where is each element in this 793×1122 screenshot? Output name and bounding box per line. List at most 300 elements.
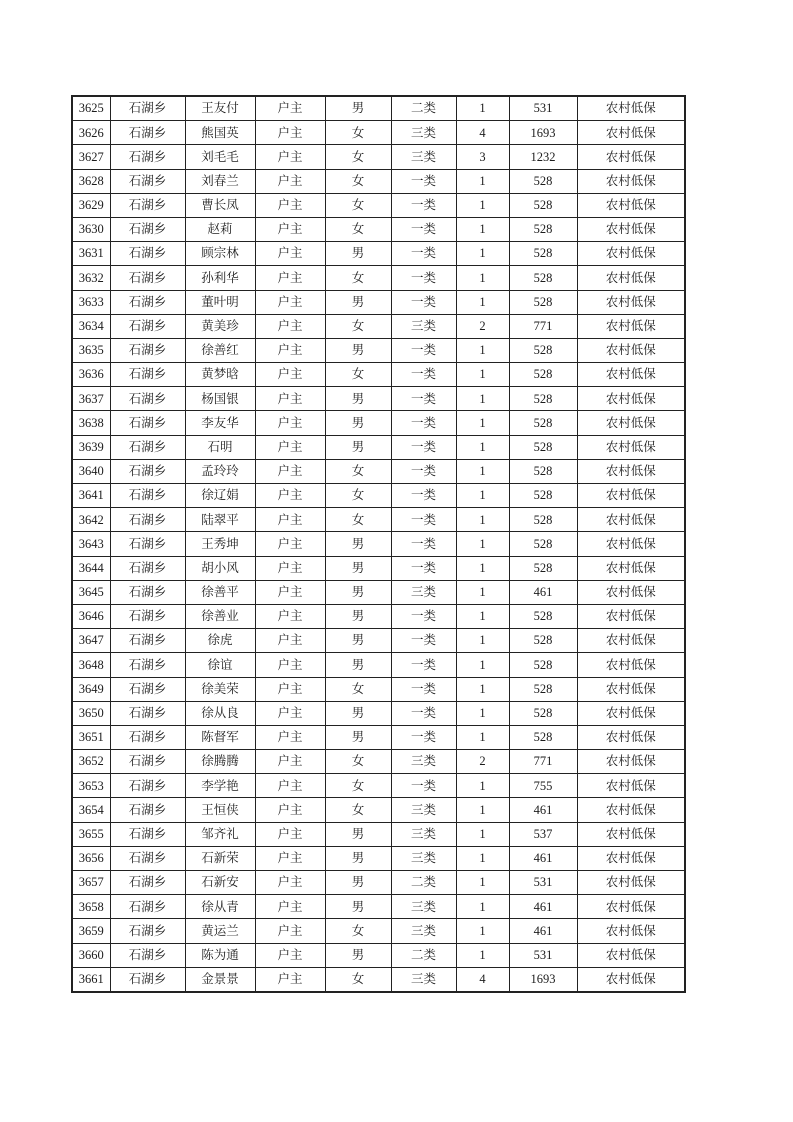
- cell-id: 3645: [72, 580, 110, 604]
- table-row: [72, 290, 685, 314]
- cell-persons: 1: [456, 871, 509, 895]
- cell-relation: 户主: [255, 629, 325, 653]
- table-row: [72, 580, 685, 604]
- cell-persons: 1: [456, 943, 509, 967]
- cell-benefit: 农村低保: [577, 822, 685, 846]
- cell-amount: 528: [509, 459, 577, 483]
- cell-amount: 528: [509, 725, 577, 749]
- cell-township: 石湖乡: [110, 145, 185, 169]
- cell-benefit: 农村低保: [577, 798, 685, 822]
- cell-category: 一类: [391, 242, 456, 266]
- cell-name: 熊国英: [185, 121, 255, 145]
- cell-gender: 男: [325, 629, 391, 653]
- cell-category: 三类: [391, 895, 456, 919]
- cell-persons: 1: [456, 629, 509, 653]
- cell-gender: 女: [325, 677, 391, 701]
- cell-persons: 4: [456, 121, 509, 145]
- table-row: [72, 96, 685, 121]
- cell-amount: 528: [509, 532, 577, 556]
- cell-id: 3642: [72, 508, 110, 532]
- table-row: [72, 943, 685, 967]
- cell-category: 三类: [391, 121, 456, 145]
- cell-id: 3661: [72, 967, 110, 992]
- cell-township: 石湖乡: [110, 411, 185, 435]
- cell-relation: 户主: [255, 363, 325, 387]
- cell-name: 徐善红: [185, 338, 255, 362]
- cell-township: 石湖乡: [110, 217, 185, 241]
- cell-benefit: 农村低保: [577, 701, 685, 725]
- cell-name: 刘春兰: [185, 169, 255, 193]
- cell-relation: 户主: [255, 653, 325, 677]
- table-row: [72, 750, 685, 774]
- table-row: [72, 871, 685, 895]
- cell-id: 3639: [72, 435, 110, 459]
- cell-township: 石湖乡: [110, 725, 185, 749]
- cell-benefit: 农村低保: [577, 653, 685, 677]
- cell-benefit: 农村低保: [577, 532, 685, 556]
- cell-name: 徐谊: [185, 653, 255, 677]
- cell-name: 孙利华: [185, 266, 255, 290]
- cell-name: 赵莉: [185, 217, 255, 241]
- cell-amount: 528: [509, 701, 577, 725]
- cell-amount: 771: [509, 314, 577, 338]
- cell-amount: 528: [509, 411, 577, 435]
- cell-benefit: 农村低保: [577, 580, 685, 604]
- cell-name: 徐善业: [185, 604, 255, 628]
- cell-township: 石湖乡: [110, 604, 185, 628]
- cell-township: 石湖乡: [110, 653, 185, 677]
- cell-persons: 1: [456, 774, 509, 798]
- cell-township: 石湖乡: [110, 169, 185, 193]
- cell-id: 3634: [72, 314, 110, 338]
- cell-name: 顾宗林: [185, 242, 255, 266]
- cell-id: 3658: [72, 895, 110, 919]
- cell-relation: 户主: [255, 943, 325, 967]
- cell-gender: 男: [325, 290, 391, 314]
- cell-relation: 户主: [255, 798, 325, 822]
- table-row: [72, 411, 685, 435]
- cell-amount: 528: [509, 169, 577, 193]
- cell-gender: 男: [325, 604, 391, 628]
- cell-township: 石湖乡: [110, 459, 185, 483]
- cell-category: 一类: [391, 774, 456, 798]
- cell-persons: 1: [456, 217, 509, 241]
- cell-township: 石湖乡: [110, 798, 185, 822]
- cell-relation: 户主: [255, 846, 325, 870]
- cell-township: 石湖乡: [110, 387, 185, 411]
- table-row: [72, 895, 685, 919]
- cell-township: 石湖乡: [110, 822, 185, 846]
- table-row: [72, 774, 685, 798]
- cell-relation: 户主: [255, 725, 325, 749]
- cell-amount: 528: [509, 653, 577, 677]
- cell-amount: 771: [509, 750, 577, 774]
- cell-township: 石湖乡: [110, 629, 185, 653]
- cell-amount: 528: [509, 629, 577, 653]
- cell-township: 石湖乡: [110, 121, 185, 145]
- cell-amount: 528: [509, 435, 577, 459]
- cell-name: 石新安: [185, 871, 255, 895]
- cell-township: 石湖乡: [110, 363, 185, 387]
- cell-benefit: 农村低保: [577, 895, 685, 919]
- cell-gender: 女: [325, 314, 391, 338]
- cell-relation: 户主: [255, 338, 325, 362]
- cell-township: 石湖乡: [110, 96, 185, 121]
- cell-id: 3627: [72, 145, 110, 169]
- cell-gender: 女: [325, 919, 391, 943]
- cell-relation: 户主: [255, 435, 325, 459]
- cell-id: 3629: [72, 193, 110, 217]
- cell-name: 徐美荣: [185, 677, 255, 701]
- cell-name: 徐腾腾: [185, 750, 255, 774]
- cell-category: 一类: [391, 604, 456, 628]
- cell-persons: 1: [456, 895, 509, 919]
- cell-amount: 1232: [509, 145, 577, 169]
- cell-gender: 女: [325, 363, 391, 387]
- cell-relation: 户主: [255, 604, 325, 628]
- cell-benefit: 农村低保: [577, 435, 685, 459]
- cell-relation: 户主: [255, 677, 325, 701]
- cell-id: 3650: [72, 701, 110, 725]
- cell-id: 3633: [72, 290, 110, 314]
- cell-benefit: 农村低保: [577, 338, 685, 362]
- table-row: [72, 967, 685, 992]
- cell-benefit: 农村低保: [577, 943, 685, 967]
- cell-township: 石湖乡: [110, 895, 185, 919]
- table-row: [72, 169, 685, 193]
- cell-amount: 528: [509, 556, 577, 580]
- cell-persons: 1: [456, 919, 509, 943]
- table-row: [72, 266, 685, 290]
- cell-amount: 528: [509, 604, 577, 628]
- cell-category: 一类: [391, 556, 456, 580]
- cell-id: 3653: [72, 774, 110, 798]
- cell-id: 3644: [72, 556, 110, 580]
- cell-category: 一类: [391, 532, 456, 556]
- cell-name: 徐从良: [185, 701, 255, 725]
- table-row: [72, 508, 685, 532]
- table-row: [72, 242, 685, 266]
- cell-gender: 女: [325, 750, 391, 774]
- cell-gender: 男: [325, 701, 391, 725]
- cell-id: 3652: [72, 750, 110, 774]
- cell-persons: 2: [456, 314, 509, 338]
- cell-relation: 户主: [255, 871, 325, 895]
- table-row: [72, 121, 685, 145]
- cell-relation: 户主: [255, 750, 325, 774]
- cell-benefit: 农村低保: [577, 169, 685, 193]
- cell-relation: 户主: [255, 459, 325, 483]
- cell-amount: 537: [509, 822, 577, 846]
- cell-id: 3637: [72, 387, 110, 411]
- cell-id: 3647: [72, 629, 110, 653]
- cell-relation: 户主: [255, 580, 325, 604]
- cell-category: 三类: [391, 967, 456, 992]
- cell-persons: 1: [456, 798, 509, 822]
- cell-persons: 1: [456, 363, 509, 387]
- cell-amount: 461: [509, 919, 577, 943]
- cell-category: 一类: [391, 629, 456, 653]
- cell-gender: 女: [325, 217, 391, 241]
- cell-gender: 男: [325, 338, 391, 362]
- cell-category: 一类: [391, 387, 456, 411]
- cell-id: 3630: [72, 217, 110, 241]
- cell-amount: 755: [509, 774, 577, 798]
- cell-gender: 男: [325, 822, 391, 846]
- cell-relation: 户主: [255, 145, 325, 169]
- cell-benefit: 农村低保: [577, 508, 685, 532]
- cell-id: 3635: [72, 338, 110, 362]
- cell-relation: 户主: [255, 822, 325, 846]
- table-row: [72, 387, 685, 411]
- cell-category: 二类: [391, 871, 456, 895]
- cell-relation: 户主: [255, 217, 325, 241]
- cell-gender: 男: [325, 411, 391, 435]
- cell-township: 石湖乡: [110, 750, 185, 774]
- cell-amount: 528: [509, 508, 577, 532]
- cell-category: 三类: [391, 919, 456, 943]
- cell-benefit: 农村低保: [577, 846, 685, 870]
- cell-persons: 1: [456, 725, 509, 749]
- cell-township: 石湖乡: [110, 580, 185, 604]
- cell-id: 3628: [72, 169, 110, 193]
- cell-amount: 528: [509, 242, 577, 266]
- cell-township: 石湖乡: [110, 290, 185, 314]
- cell-benefit: 农村低保: [577, 629, 685, 653]
- cell-relation: 户主: [255, 96, 325, 121]
- cell-relation: 户主: [255, 919, 325, 943]
- cell-relation: 户主: [255, 484, 325, 508]
- cell-amount: 528: [509, 338, 577, 362]
- cell-id: 3654: [72, 798, 110, 822]
- cell-persons: 1: [456, 604, 509, 628]
- cell-relation: 户主: [255, 193, 325, 217]
- cell-relation: 户主: [255, 387, 325, 411]
- cell-benefit: 农村低保: [577, 314, 685, 338]
- cell-gender: 男: [325, 895, 391, 919]
- cell-category: 三类: [391, 145, 456, 169]
- cell-relation: 户主: [255, 556, 325, 580]
- cell-name: 石新荣: [185, 846, 255, 870]
- table-row: [72, 919, 685, 943]
- cell-category: 三类: [391, 314, 456, 338]
- cell-gender: 男: [325, 532, 391, 556]
- table-row: [72, 798, 685, 822]
- cell-relation: 户主: [255, 266, 325, 290]
- cell-id: 3656: [72, 846, 110, 870]
- cell-amount: 531: [509, 943, 577, 967]
- table-row: [72, 459, 685, 483]
- cell-name: 胡小风: [185, 556, 255, 580]
- cell-persons: 1: [456, 532, 509, 556]
- cell-name: 徐虎: [185, 629, 255, 653]
- cell-id: 3625: [72, 96, 110, 121]
- cell-id: 3643: [72, 532, 110, 556]
- cell-benefit: 农村低保: [577, 604, 685, 628]
- cell-benefit: 农村低保: [577, 290, 685, 314]
- cell-name: 徐从青: [185, 895, 255, 919]
- cell-persons: 3: [456, 145, 509, 169]
- cell-gender: 女: [325, 145, 391, 169]
- cell-id: 3640: [72, 459, 110, 483]
- cell-name: 徐辽娟: [185, 484, 255, 508]
- cell-category: 三类: [391, 580, 456, 604]
- table-row: [72, 217, 685, 241]
- cell-gender: 女: [325, 459, 391, 483]
- cell-category: 一类: [391, 508, 456, 532]
- table-row: [72, 677, 685, 701]
- cell-persons: 1: [456, 290, 509, 314]
- cell-persons: 1: [456, 242, 509, 266]
- cell-relation: 户主: [255, 242, 325, 266]
- cell-benefit: 农村低保: [577, 193, 685, 217]
- cell-benefit: 农村低保: [577, 459, 685, 483]
- cell-benefit: 农村低保: [577, 121, 685, 145]
- cell-relation: 户主: [255, 508, 325, 532]
- cell-category: 一类: [391, 653, 456, 677]
- cell-persons: 1: [456, 822, 509, 846]
- cell-gender: 男: [325, 96, 391, 121]
- cell-persons: 1: [456, 653, 509, 677]
- cell-persons: 1: [456, 701, 509, 725]
- cell-amount: 528: [509, 387, 577, 411]
- cell-id: 3657: [72, 871, 110, 895]
- cell-gender: 女: [325, 484, 391, 508]
- cell-id: 3632: [72, 266, 110, 290]
- cell-name: 孟玲玲: [185, 459, 255, 483]
- cell-name: 王恒侠: [185, 798, 255, 822]
- cell-relation: 户主: [255, 314, 325, 338]
- cell-category: 三类: [391, 798, 456, 822]
- cell-gender: 男: [325, 242, 391, 266]
- cell-gender: 女: [325, 774, 391, 798]
- cell-name: 王秀坤: [185, 532, 255, 556]
- cell-benefit: 农村低保: [577, 725, 685, 749]
- cell-benefit: 农村低保: [577, 387, 685, 411]
- cell-amount: 528: [509, 677, 577, 701]
- cell-name: 李学艳: [185, 774, 255, 798]
- cell-benefit: 农村低保: [577, 484, 685, 508]
- cell-relation: 户主: [255, 169, 325, 193]
- cell-persons: 1: [456, 96, 509, 121]
- cell-relation: 户主: [255, 290, 325, 314]
- cell-relation: 户主: [255, 411, 325, 435]
- cell-category: 二类: [391, 96, 456, 121]
- table-row: [72, 314, 685, 338]
- cell-id: 3655: [72, 822, 110, 846]
- cell-name: 李友华: [185, 411, 255, 435]
- cell-persons: 1: [456, 846, 509, 870]
- cell-amount: 461: [509, 895, 577, 919]
- cell-township: 石湖乡: [110, 677, 185, 701]
- cell-amount: 528: [509, 290, 577, 314]
- table-row: [72, 725, 685, 749]
- table-row: [72, 701, 685, 725]
- table-row: [72, 484, 685, 508]
- cell-benefit: 农村低保: [577, 96, 685, 121]
- cell-name: 石明: [185, 435, 255, 459]
- cell-amount: 461: [509, 580, 577, 604]
- cell-amount: 461: [509, 846, 577, 870]
- cell-category: 一类: [391, 411, 456, 435]
- cell-benefit: 农村低保: [577, 967, 685, 992]
- cell-id: 3651: [72, 725, 110, 749]
- cell-persons: 1: [456, 459, 509, 483]
- cell-gender: 男: [325, 846, 391, 870]
- cell-township: 石湖乡: [110, 967, 185, 992]
- cell-name: 陆翠平: [185, 508, 255, 532]
- cell-gender: 女: [325, 508, 391, 532]
- cell-category: 一类: [391, 266, 456, 290]
- cell-persons: 1: [456, 484, 509, 508]
- benefit-table: [71, 95, 686, 993]
- cell-relation: 户主: [255, 532, 325, 556]
- cell-gender: 女: [325, 121, 391, 145]
- cell-name: 陈为通: [185, 943, 255, 967]
- table-row: [72, 822, 685, 846]
- cell-persons: 1: [456, 508, 509, 532]
- cell-persons: 1: [456, 411, 509, 435]
- cell-id: 3641: [72, 484, 110, 508]
- cell-gender: 男: [325, 580, 391, 604]
- cell-name: 曹长凤: [185, 193, 255, 217]
- cell-benefit: 农村低保: [577, 556, 685, 580]
- cell-benefit: 农村低保: [577, 871, 685, 895]
- cell-name: 王友付: [185, 96, 255, 121]
- table-row: [72, 338, 685, 362]
- cell-name: 陈督军: [185, 725, 255, 749]
- cell-benefit: 农村低保: [577, 363, 685, 387]
- cell-gender: 男: [325, 943, 391, 967]
- cell-amount: 531: [509, 871, 577, 895]
- cell-name: 邹齐礼: [185, 822, 255, 846]
- cell-category: 三类: [391, 750, 456, 774]
- table-row: [72, 846, 685, 870]
- cell-name: 黄美珍: [185, 314, 255, 338]
- cell-category: 一类: [391, 459, 456, 483]
- cell-category: 三类: [391, 822, 456, 846]
- cell-category: 一类: [391, 363, 456, 387]
- cell-township: 石湖乡: [110, 435, 185, 459]
- cell-id: 3631: [72, 242, 110, 266]
- table-row: [72, 435, 685, 459]
- cell-benefit: 农村低保: [577, 145, 685, 169]
- cell-name: 董叶明: [185, 290, 255, 314]
- cell-id: 3659: [72, 919, 110, 943]
- cell-category: 一类: [391, 701, 456, 725]
- cell-township: 石湖乡: [110, 943, 185, 967]
- cell-benefit: 农村低保: [577, 750, 685, 774]
- cell-gender: 女: [325, 169, 391, 193]
- cell-gender: 女: [325, 798, 391, 822]
- cell-township: 石湖乡: [110, 484, 185, 508]
- cell-township: 石湖乡: [110, 774, 185, 798]
- cell-benefit: 农村低保: [577, 242, 685, 266]
- cell-amount: 1693: [509, 967, 577, 992]
- cell-persons: 1: [456, 435, 509, 459]
- cell-category: 一类: [391, 338, 456, 362]
- cell-name: 黄梦晗: [185, 363, 255, 387]
- cell-name: 黄运兰: [185, 919, 255, 943]
- cell-amount: 528: [509, 193, 577, 217]
- cell-persons: 1: [456, 387, 509, 411]
- cell-persons: 1: [456, 556, 509, 580]
- cell-category: 一类: [391, 484, 456, 508]
- cell-amount: 528: [509, 363, 577, 387]
- cell-gender: 女: [325, 266, 391, 290]
- cell-township: 石湖乡: [110, 266, 185, 290]
- cell-category: 一类: [391, 217, 456, 241]
